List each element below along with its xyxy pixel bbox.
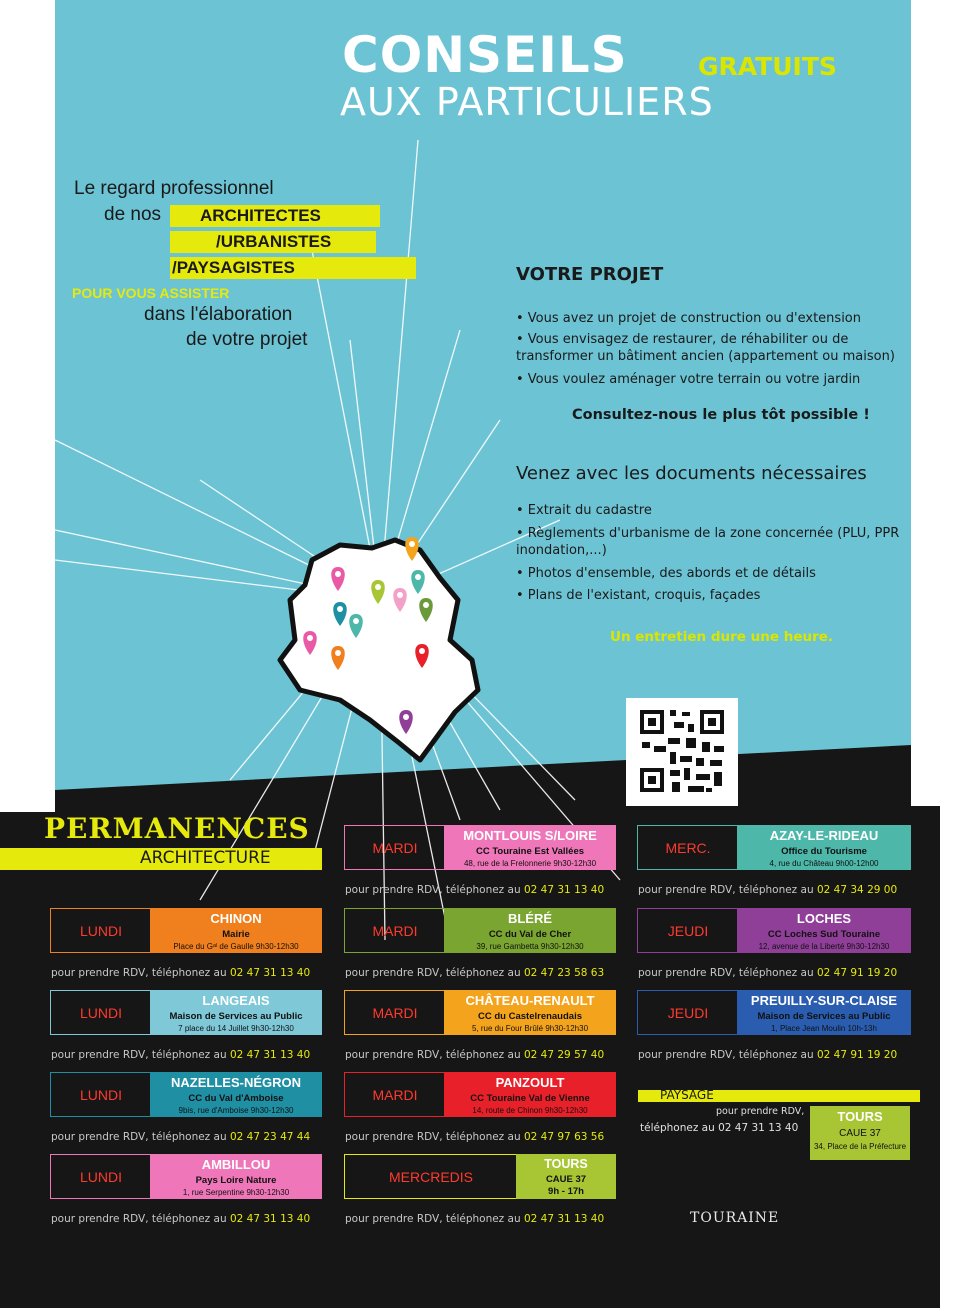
card-phone[interactable]: 02 47 31 13 40 [523, 884, 605, 896]
paysage-text1: pour prendre RDV, [716, 1106, 805, 1117]
intro-assist: POUR VOUS ASSISTER [72, 285, 230, 301]
mercredis-phone: 02 47 31 13 40 [523, 1213, 605, 1225]
card-org: Maison de Services au Public [757, 1011, 891, 1022]
card-org: Office du Tourisme [781, 846, 867, 857]
card-info [150, 1072, 322, 1117]
card-day: LUNDI [50, 1154, 152, 1199]
card-phone-prefix: pour prendre RDV, téléphonez au [345, 1131, 521, 1143]
mercredis-phone-line [345, 1213, 604, 1225]
card-phone[interactable]: 02 47 31 13 40 [229, 967, 311, 979]
card-day: MARDI [344, 825, 446, 870]
card-phone[interactable]: 02 47 31 13 40 [229, 1049, 311, 1061]
card-place: LANGEAIS [202, 993, 270, 1008]
card-org: CC Loches Sud Touraine [767, 929, 881, 940]
card-address: 7 place du 14 Juillet 9h30-12h30 [178, 1024, 294, 1033]
card-day: LUNDI [50, 990, 152, 1035]
card-phone-line [638, 967, 897, 979]
card-phone-line [51, 967, 310, 979]
card-day: MERC. [637, 825, 739, 870]
card-phone[interactable]: 02 47 31 13 40 [229, 1213, 311, 1225]
projet-bullet-3: • Vous voulez aménager votre terrain ou votre jardin [516, 372, 861, 387]
card-phone-prefix: pour prendre RDV, téléphonez au [345, 884, 521, 896]
schedule-card [344, 1072, 616, 1117]
entretien-note: Un entretien dure une heure. [610, 629, 834, 645]
projet-bullet-1: • Vous avez un projet de construction ou d'extension [516, 311, 861, 326]
card-info [737, 990, 911, 1035]
projet-bullet-2-cont: transformer un bâtiment ancien (appartement ou maison) [516, 349, 895, 364]
card-day: MARDI [344, 1072, 446, 1117]
card-info [150, 1154, 322, 1199]
highlight-urbanistes: /URBANISTES [216, 232, 332, 251]
schedule-card [50, 1154, 322, 1199]
intro-line4: de votre projet [186, 329, 308, 350]
card-info [737, 825, 911, 870]
schedule-card [50, 1072, 322, 1117]
card-phone-prefix: pour prendre RDV, téléphonez au [51, 1131, 227, 1143]
card-phone[interactable]: 02 47 23 58 63 [523, 967, 605, 979]
card-org: CC Touraine Val de Vienne [470, 1093, 590, 1104]
card-phone-line [638, 884, 897, 896]
card-info [444, 1072, 616, 1117]
paysage-label: PAYSAGE [660, 1088, 714, 1102]
card-address: 12, avenue de la Liberté 9h30-12h30 [758, 942, 890, 951]
intro-line3: dans l'élaboration [144, 304, 293, 325]
card-phone[interactable]: 02 47 23 47 44 [229, 1131, 311, 1143]
schedule-card [637, 825, 911, 870]
card-address: 1, Place Jean Moulin 10h-13h [771, 1024, 877, 1033]
paysage-text2 [640, 1122, 798, 1134]
card-org: Pays Loire Nature [195, 1175, 277, 1186]
card-day: MARDI [344, 990, 446, 1035]
mercredis-phone-prefix: pour prendre RDV, téléphonez au [345, 1213, 521, 1225]
card-phone-prefix: pour prendre RDV, téléphonez au [345, 1049, 521, 1061]
card-phone-prefix: pour prendre RDV, téléphonez au [51, 1213, 227, 1225]
highlight-architectes: ARCHITECTES [200, 206, 321, 225]
card-phone-line [345, 1049, 604, 1061]
card-phone[interactable]: 02 47 97 63 56 [523, 1131, 605, 1143]
card-phone[interactable]: 02 47 91 19 20 [816, 967, 898, 979]
card-place: PREUILLY-SUR-CLAISE [750, 993, 898, 1008]
card-phone-prefix: pour prendre RDV, téléphonez au [51, 967, 227, 979]
card-phone-prefix: pour prendre RDV, téléphonez au [638, 1049, 814, 1061]
card-address: 39, rue Gambetta 9h30-12h30 [476, 942, 584, 951]
card-day: LUNDI [50, 1072, 152, 1117]
card-phone-line [51, 1131, 310, 1143]
card-address: Place du Gᵃˡ de Gaulle 9h30-12h30 [173, 942, 299, 951]
mercredis-hours: 9h - 17h [548, 1186, 584, 1197]
card-phone[interactable]: 02 47 34 29 00 [816, 884, 898, 896]
card-address: 4, rue du Château 9h00-12h00 [769, 859, 879, 868]
permanences-title: PERMANENCES [44, 812, 310, 845]
card-phone-line [51, 1213, 310, 1225]
card-phone-prefix: pour prendre RDV, téléphonez au [638, 967, 814, 979]
card-day: JEUDI [637, 908, 739, 953]
doc-bullet-3: • Photos d'ensemble, des abords et de détails [516, 566, 816, 581]
card-phone-line [638, 1049, 897, 1061]
doc-bullet-2: • Règlements d'urbanisme de la zone concernée (PLU, PPR [516, 526, 900, 541]
schedule-card [637, 990, 911, 1035]
card-org: CC Touraine Est Vallées [475, 846, 585, 857]
card-phone-prefix: pour prendre RDV, téléphonez au [638, 884, 814, 896]
mercredis-day [344, 1154, 518, 1199]
card-day: MARDI [344, 908, 446, 953]
paysage-text2-prefix: téléphonez au [640, 1122, 715, 1134]
schedule-card [637, 908, 911, 953]
projet-heading: VOTRE PROJET [516, 264, 664, 285]
mercredis-place: TOURS [544, 1157, 588, 1171]
card-place: PANZOULT [495, 1075, 565, 1090]
card-place: CHÂTEAU-RENAULT [465, 993, 595, 1008]
highlight-paysagistes: /PAYSAGISTES [172, 258, 295, 277]
card-org: CC du Val de Cher [488, 929, 572, 940]
mercredis-day-label: MERCREDIS [388, 1168, 473, 1185]
card-phone-line [345, 884, 604, 896]
intro-line1: Le regard professionnel [74, 178, 274, 199]
card-place: AZAY-LE-RIDEAU [769, 828, 879, 843]
card-day: LUNDI [50, 908, 152, 953]
card-phone[interactable]: 02 47 29 57 40 [523, 1049, 605, 1061]
paysage-place: TOURS [837, 1109, 883, 1124]
projet-bullet-2: • Vous envisagez de restaurer, de réhabiliter ou de [516, 332, 849, 347]
card-phone-line [51, 1049, 310, 1061]
card-phone-line [345, 1131, 604, 1143]
card-phone[interactable]: 02 47 91 19 20 [816, 1049, 898, 1061]
touraine-logo: TOURAINE [690, 1210, 780, 1226]
card-info [444, 825, 616, 870]
card-phone-line [345, 967, 604, 979]
card-day: JEUDI [637, 990, 739, 1035]
card-info [150, 990, 322, 1035]
paysage-org: CAUE 37 [839, 1128, 881, 1139]
card-org: CC du Castelrenaudais [478, 1011, 582, 1022]
card-info [444, 990, 616, 1035]
card-place: CHINON [210, 911, 262, 926]
documents-heading: Venez avec les documents nécessaires [516, 463, 867, 484]
doc-bullet-4: • Plans de l'existant, croquis, façades [516, 588, 761, 603]
card-org: Mairie [222, 929, 250, 940]
mercredis-org: CAUE 37 [545, 1174, 587, 1185]
doc-bullet-2-cont: inondation,...) [516, 543, 607, 558]
card-info [444, 908, 616, 953]
card-place: AMBILLOU [201, 1157, 271, 1172]
mercredis-info [516, 1154, 616, 1199]
card-org: Maison de Services au Public [169, 1011, 303, 1022]
consultez-text: Consultez-nous le plus tôt possible ! [572, 407, 870, 423]
card-address: 48, rue de la Frelonnerie 9h30-12h30 [463, 859, 597, 868]
intro-line2-prefix: de nos [104, 204, 162, 225]
schedule-card [50, 908, 322, 953]
schedule-card [344, 990, 616, 1035]
card-place: MONTLOUIS S/LOIRE [463, 828, 597, 843]
paysage-addr: 34, Place de la Préfecture [813, 1142, 907, 1151]
page-subtitle: AUX PARTICULIERS [340, 80, 714, 124]
doc-bullet-1: • Extrait du cadastre [516, 503, 652, 518]
card-address: 1, rue Serpentine 9h30-12h30 [182, 1188, 290, 1197]
card-address: 5, rue du Four Brûlé 9h30-12h30 [471, 1024, 589, 1033]
card-place: BLÉRÉ [507, 911, 553, 926]
paysage-phone: 02 47 31 13 40 [718, 1122, 799, 1134]
card-org: CC du Val d'Amboise [188, 1093, 284, 1104]
card-address: 9bis, rue d'Amboise 9h30-12h30 [178, 1106, 294, 1115]
schedule-card [50, 990, 322, 1035]
permanences-subtitle: ARCHITECTURE [140, 848, 271, 868]
title-accent: GRATUITS [698, 52, 837, 81]
schedule-card [344, 825, 616, 870]
card-info [150, 908, 322, 953]
schedule-card [344, 908, 616, 953]
paysage-info [810, 1106, 910, 1160]
card-address: 14, route de Chinon 9h30-12h30 [472, 1106, 588, 1115]
card-phone-prefix: pour prendre RDV, téléphonez au [51, 1049, 227, 1061]
card-info [737, 908, 911, 953]
card-place: NAZELLES-NÉGRON [171, 1075, 301, 1090]
card-phone-prefix: pour prendre RDV, téléphonez au [345, 967, 521, 979]
card-place: LOCHES [796, 911, 852, 926]
page-title: CONSEILS [342, 26, 628, 84]
